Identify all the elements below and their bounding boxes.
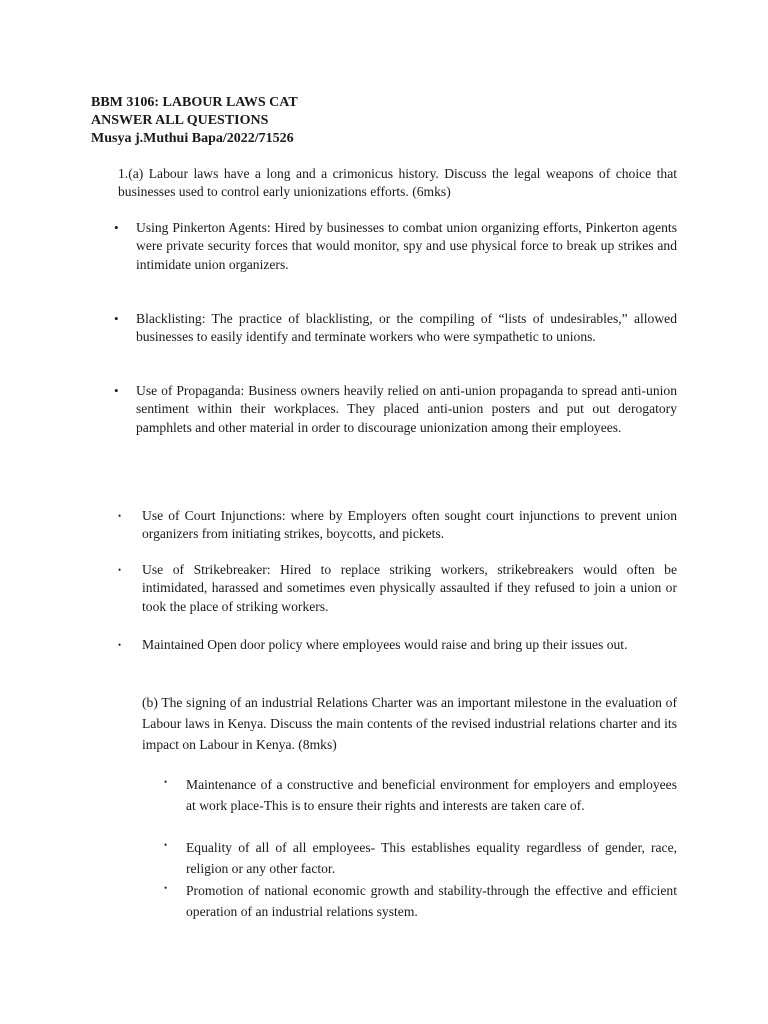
list-item: Promotion of national economic growth and stability-through the effective and efficient operation of an industrial relations system. <box>186 883 677 919</box>
list-item: Use of Court Injunctions: where by Employers often sought court injunctions to prevent union organizers from initiating strikes, boycotts, and pickets. <box>142 508 677 542</box>
question-b: (b) The signing of an industrial Relations Charter was an important milestone in the evaluation of Labour laws in Kenya. Discuss the main contents of the revised industrial relations charter and its impact on Labour in Kenya. (8mks) <box>142 695 677 752</box>
list-item: Equality of all of all employees- This establishes equality regardless of gender, race, religion or any other factor. <box>186 840 677 876</box>
list-item: Use of Strikebreaker: Hired to replace striking workers, strikebreakers would often be intimidated, harassed and sometimes even physically assaulted if they refused to join a union or took the place of striking workers. <box>142 562 677 614</box>
bullet-icon: • <box>114 220 119 235</box>
bullet-icon: • <box>118 565 122 575</box>
question-a: 1.(a) Labour laws have a long and a crimonicus history. Discuss the legal weapons of choice that businesses used to control early unionizations efforts. (6mks) <box>118 166 677 200</box>
bullet-icon: • <box>114 311 119 326</box>
list-item: Blacklisting: The practice of blacklisting, or the compiling of “lists of undesirables,” allowed businesses to easily identify and terminate workers who were sympathetic to unions. <box>136 311 677 345</box>
instructions: ANSWER ALL QUESTIONS <box>91 113 269 128</box>
list-item: Use of Propaganda: Business owners heavily relied on anti-union propaganda to spread anti-union sentiment within their workplaces. They placed anti-union posters and put out derogatory pamphlets and other material in order to discourage unionization among their employees. <box>136 383 677 435</box>
list-item: Maintenance of a constructive and beneficial environment for employers and employees at work place-This is to ensure their rights and interests are taken care of. <box>186 777 677 813</box>
list-item: Maintained Open door policy where employees would raise and bring up their issues out. <box>142 637 628 652</box>
bullet-icon: • <box>118 511 122 521</box>
bullet-icon: • <box>164 840 168 850</box>
bullet-icon: • <box>164 777 168 787</box>
list-item: Using Pinkerton Agents: Hired by businesses to combat union organizing efforts, Pinkerton agents were private security forces that would monitor, spy and use physical force to break up strikes and intimidate union organizers. <box>136 220 677 272</box>
bullet-icon: • <box>118 640 122 650</box>
course-title: BBM 3106: LABOUR LAWS CAT <box>91 95 298 110</box>
student-info: Musya j.Muthui Bapa/2022/71526 <box>91 131 294 146</box>
bullet-icon: • <box>114 383 119 398</box>
bullet-icon: • <box>164 883 168 893</box>
